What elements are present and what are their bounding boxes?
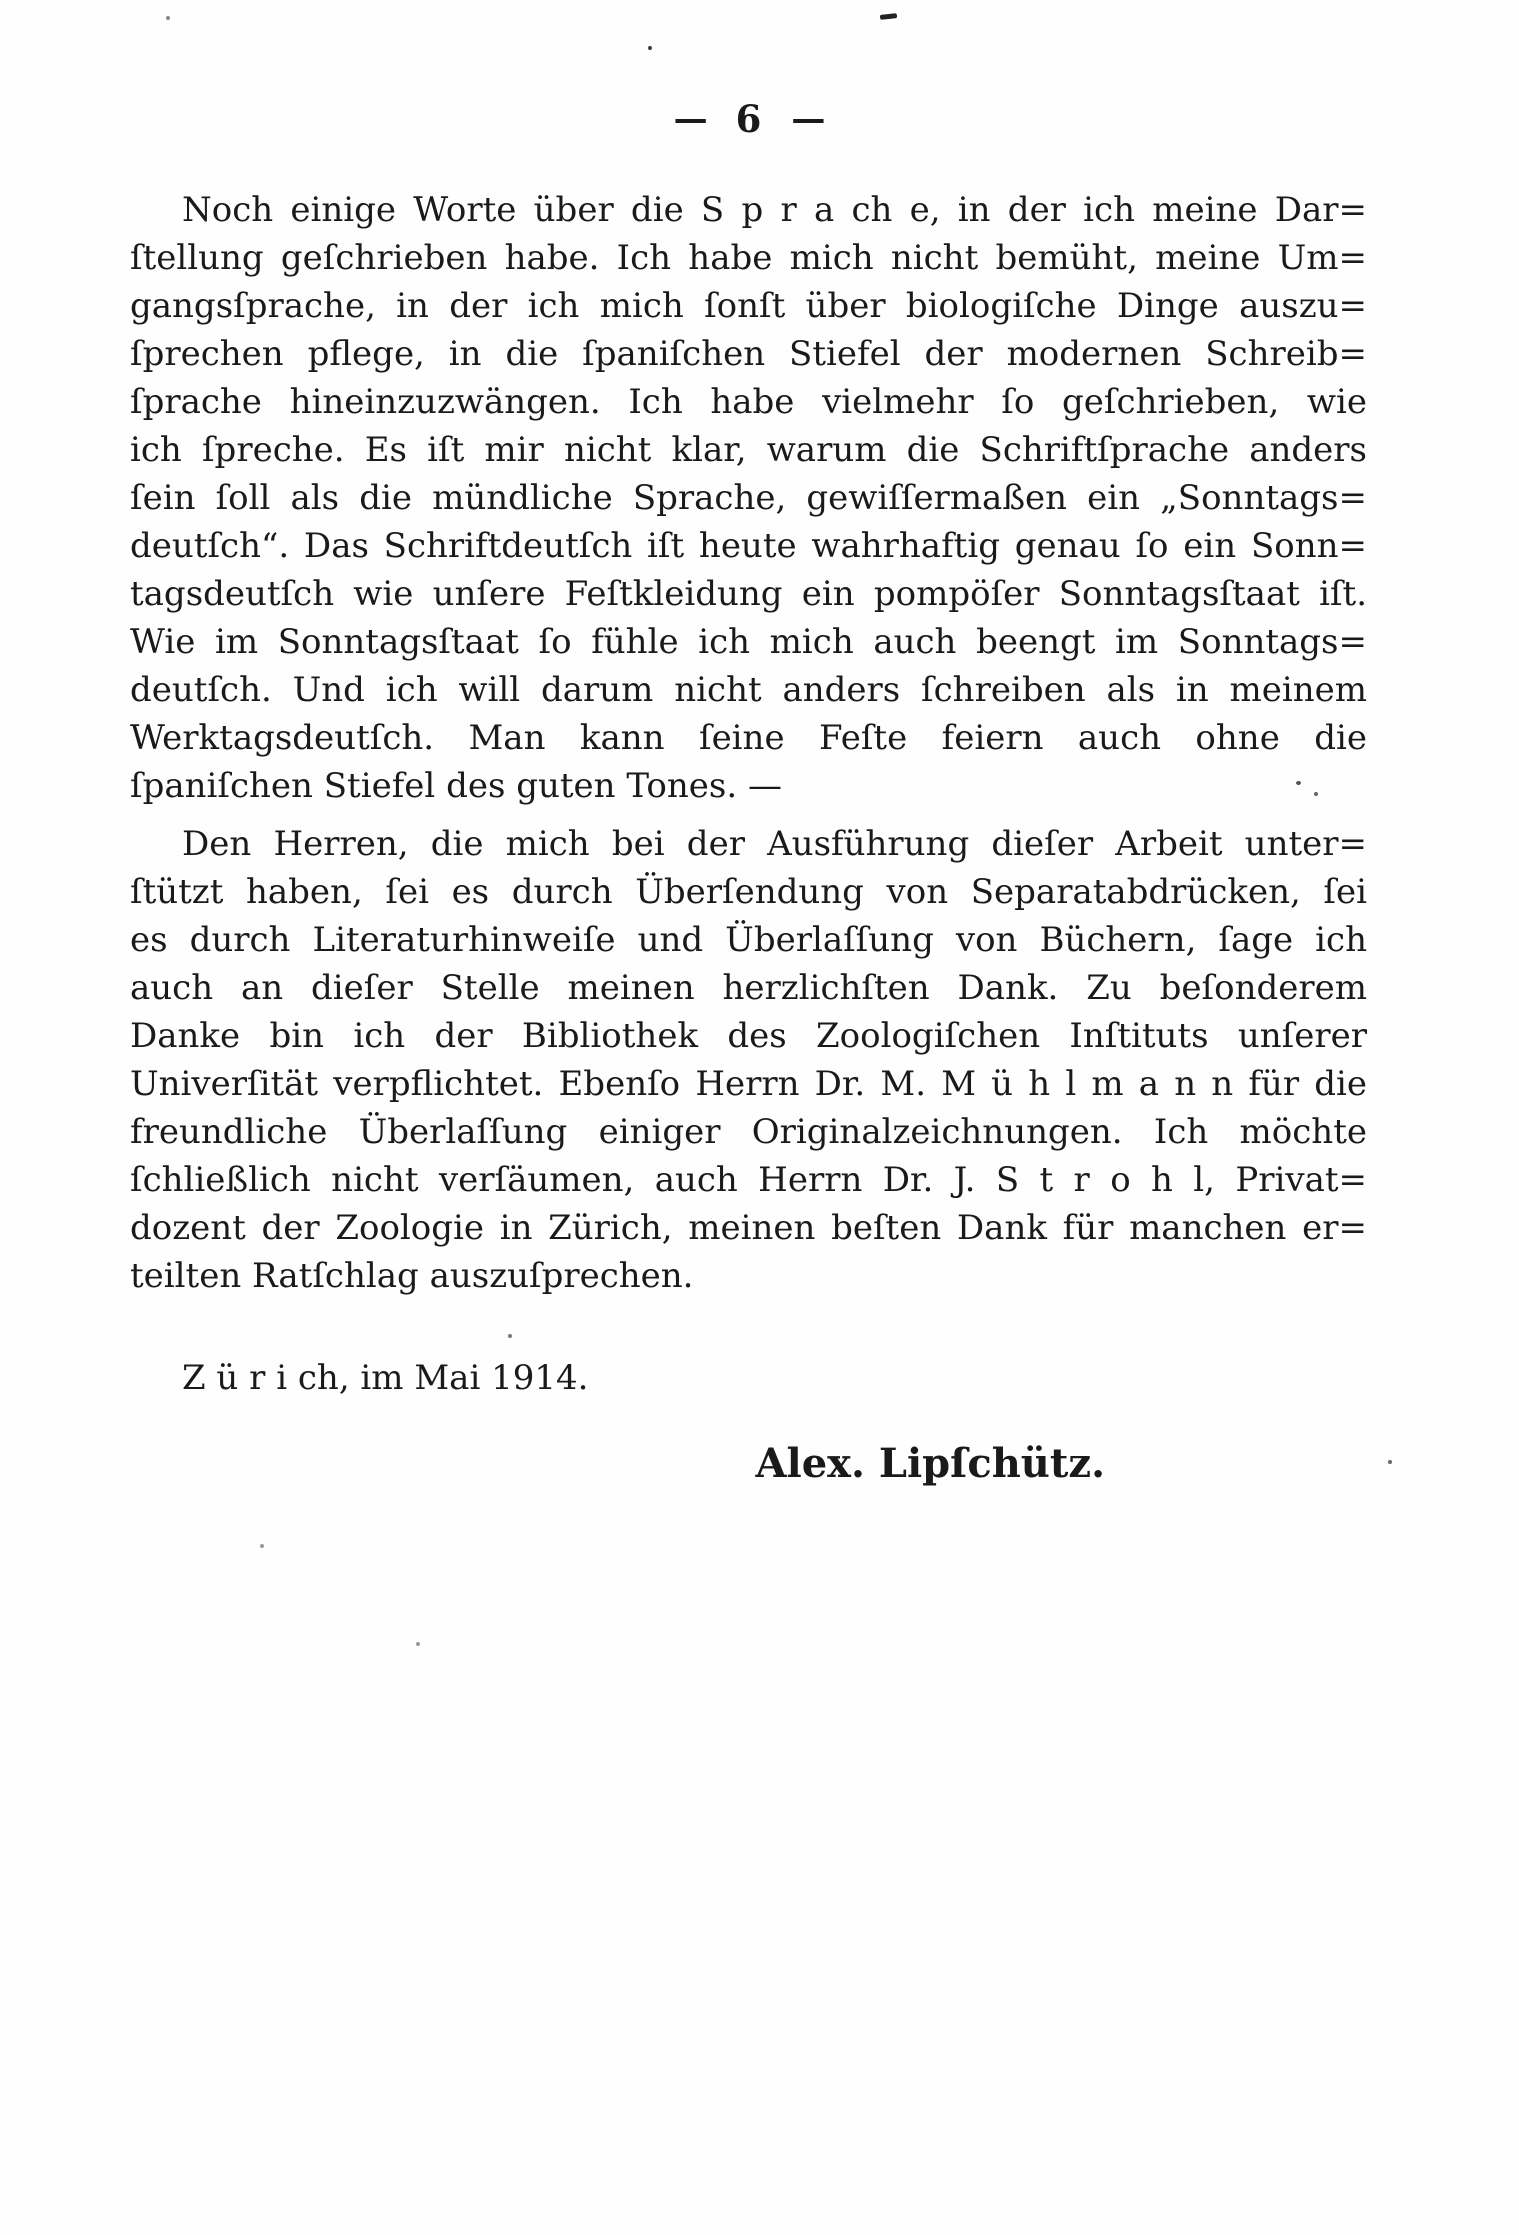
- text-line: deutſch. Und ich will darum nicht anders ſchreiben als in meinem: [130, 670, 1367, 710]
- ink-speck: [166, 16, 170, 20]
- text-line: ſprache hineinzuzwängen. Ich habe vielmehr ſo geſchrieben, wie: [130, 382, 1367, 422]
- text-line: ſtellung geſchrieben habe. Ich habe mich nicht bemüht, meine Um=: [130, 238, 1367, 278]
- text-line: tagsdeutſch wie unſere Feſtkleidung ein pompöſer Sonntagsſtaat iſt.: [130, 574, 1367, 614]
- ink-speck: [1296, 781, 1301, 785]
- ink-speck: [648, 46, 652, 50]
- ink-speck: [260, 1544, 264, 1548]
- text-line: Werktagsdeutſch. Man kann ſeine Feſte feiern auch ohne die: [130, 718, 1367, 758]
- paragraph-language: [130, 186, 1367, 810]
- ink-speck: [508, 1334, 512, 1338]
- ink-speck: [1388, 1460, 1392, 1464]
- dateline: Z ü r i ch, im Mai 1914.: [182, 1358, 589, 1398]
- text-line: dozent der Zoologie in Zürich, meinen beſten Dank für manchen er=: [130, 1208, 1367, 1248]
- text-line: Noch einige Worte über die S p r a ch e, in der ich meine Dar=: [182, 190, 1367, 230]
- text-line: Danke bin ich der Bibliothek des Zoologiſchen Inſtituts unſerer: [130, 1016, 1367, 1056]
- author-signature: Alex. Lipſchütz.: [755, 1440, 1105, 1487]
- text-line: Den Herren, die mich bei der Ausführung dieſer Arbeit unter=: [182, 824, 1367, 864]
- body-text: [130, 186, 1367, 1488]
- paragraph-acknowledgements: [130, 820, 1367, 1300]
- text-line: es durch Literaturhinweiſe und Überlaſſung von Büchern, ſage ich: [130, 920, 1367, 960]
- text-line: ich ſpreche. Es iſt mir nicht klar, warum die Schriftſprache anders: [130, 430, 1367, 470]
- text-line: freundliche Überlaſſung einiger Originalzeichnungen. Ich möchte: [130, 1112, 1367, 1152]
- ink-speck: [880, 13, 897, 20]
- ink-speck: [1314, 792, 1318, 796]
- text-block: [130, 98, 1367, 1488]
- text-line: Wie im Sonntagsſtaat ſo fühle ich mich auch beengt im Sonntags=: [130, 622, 1367, 662]
- text-line: deutſch“. Das Schriftdeutſch iſt heute wahrhaftig genau ſo ein Sonn=: [130, 526, 1367, 566]
- text-line: ſchließlich nicht verſäumen, auch Herrn Dr. J. S t r o h l, Privat=: [130, 1160, 1367, 1200]
- header-dash-left: —: [673, 99, 706, 139]
- text-line: teilten Ratſchlag auszuſprechen.: [130, 1256, 694, 1296]
- text-line: ſprechen pflege, in die ſpaniſchen Stiefel der modernen Schreib=: [130, 334, 1367, 374]
- text-line: ſtützt haben, ſei es durch Überſendung von Separatabdrücken, ſei: [130, 872, 1367, 912]
- text-line: Univerſität verpflichtet. Ebenſo Herrn Dr. M. M ü h l m a n n für die: [130, 1064, 1367, 1104]
- text-line: ſein ſoll als die mündliche Sprache, gewiſſermaßen ein „Sonntags=: [130, 478, 1367, 518]
- text-line: ſpaniſchen Stiefel des guten Tones. —: [130, 766, 782, 806]
- ink-speck: [416, 1642, 420, 1646]
- page-number: 6: [735, 96, 762, 141]
- text-line: gangsſprache, in der ich mich ſonſt über biologiſche Dinge auszu=: [130, 286, 1367, 326]
- text-line: auch an dieſer Stelle meinen herzlichſten Dank. Zu beſonderem: [130, 968, 1367, 1008]
- page-header: [130, 98, 1367, 140]
- header-dash-right: —: [791, 99, 824, 139]
